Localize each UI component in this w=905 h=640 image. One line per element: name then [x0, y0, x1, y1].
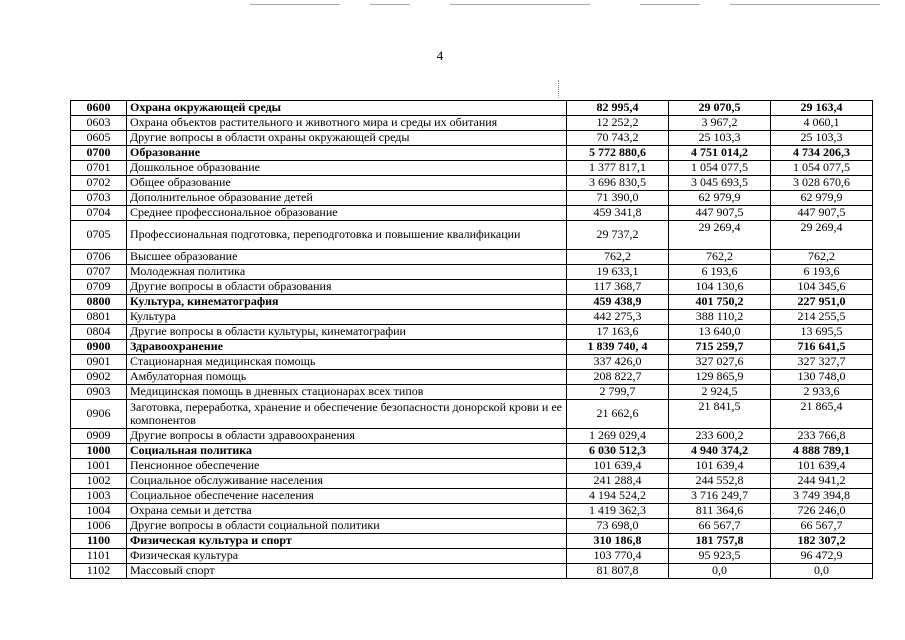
table-row — [71, 191, 873, 206]
table-row — [71, 534, 873, 549]
row-value-1: 6 030 512,3 — [567, 444, 669, 459]
row-value-1: 208 822,7 — [567, 370, 669, 385]
row-name: Высшее образование — [127, 250, 567, 265]
row-value-2: 244 552,8 — [669, 474, 771, 489]
row-value-2: 2 924,5 — [669, 385, 771, 400]
table-row — [71, 459, 873, 474]
table-row — [71, 519, 873, 534]
row-value-1: 1 269 029,4 — [567, 429, 669, 444]
row-name: Стационарная медицинская помощь — [127, 355, 567, 370]
row-value-1: 29 737,2 — [567, 221, 669, 250]
table-row — [71, 355, 873, 370]
row-value-2: 233 600,2 — [669, 429, 771, 444]
row-name: Дошкольное образование — [127, 161, 567, 176]
row-code: 0704 — [71, 206, 127, 221]
row-name: Пенсионное обеспечение — [127, 459, 567, 474]
row-value-3: 214 255,5 — [771, 310, 873, 325]
row-value-3: 327 327,7 — [771, 355, 873, 370]
row-name: Другие вопросы в области здравоохранения — [127, 429, 567, 444]
row-value-3: 762,2 — [771, 250, 873, 265]
row-name: Культура — [127, 310, 567, 325]
row-code: 0701 — [71, 161, 127, 176]
row-code: 0906 — [71, 400, 127, 429]
table-row — [71, 564, 873, 579]
table-row — [71, 474, 873, 489]
row-name: Другие вопросы в области охраны окружающей среды — [127, 131, 567, 146]
row-value-1: 82 995,4 — [567, 101, 669, 116]
row-value-1: 21 662,6 — [567, 400, 669, 429]
row-value-1: 442 275,3 — [567, 310, 669, 325]
row-value-2: 401 750,2 — [669, 295, 771, 310]
row-code: 1001 — [71, 459, 127, 474]
table-row — [71, 161, 873, 176]
row-code: 1100 — [71, 534, 127, 549]
table-row — [71, 101, 873, 116]
row-value-1: 70 743,2 — [567, 131, 669, 146]
row-value-1: 17 163,6 — [567, 325, 669, 340]
table-row — [71, 280, 873, 295]
table-row — [71, 310, 873, 325]
row-name: Амбулаторная помощь — [127, 370, 567, 385]
row-value-3: 726 246,0 — [771, 504, 873, 519]
row-value-1: 1 377 817,1 — [567, 161, 669, 176]
table-row — [71, 131, 873, 146]
row-value-2: 181 757,8 — [669, 534, 771, 549]
row-name: Массовый спорт — [127, 564, 567, 579]
row-value-3: 227 951,0 — [771, 295, 873, 310]
row-code: 1002 — [71, 474, 127, 489]
row-value-1: 241 288,4 — [567, 474, 669, 489]
row-value-3: 716 641,5 — [771, 340, 873, 355]
row-value-3: 62 979,9 — [771, 191, 873, 206]
row-value-3: 1 054 077,5 — [771, 161, 873, 176]
row-code: 0903 — [71, 385, 127, 400]
row-value-2: 4 940 374,2 — [669, 444, 771, 459]
row-name: Физическая культура и спорт — [127, 534, 567, 549]
row-value-1: 3 696 830,5 — [567, 176, 669, 191]
row-value-2: 447 907,5 — [669, 206, 771, 221]
table-row — [71, 116, 873, 131]
row-value-3: 4 734 206,3 — [771, 146, 873, 161]
row-name: Охрана окружающей среды — [127, 101, 567, 116]
row-name: Среднее профессиональное образование — [127, 206, 567, 221]
row-value-3: 4 060,1 — [771, 116, 873, 131]
row-value-2: 762,2 — [669, 250, 771, 265]
table-row — [71, 340, 873, 355]
row-value-1: 117 368,7 — [567, 280, 669, 295]
row-value-2: 129 865,9 — [669, 370, 771, 385]
row-value-3: 130 748,0 — [771, 370, 873, 385]
row-value-2: 95 923,5 — [669, 549, 771, 564]
row-value-3: 233 766,8 — [771, 429, 873, 444]
row-value-2: 101 639,4 — [669, 459, 771, 474]
row-value-3: 182 307,2 — [771, 534, 873, 549]
row-value-3: 244 941,2 — [771, 474, 873, 489]
row-value-3: 29 269,4 — [771, 221, 873, 250]
table-row — [71, 385, 873, 400]
row-value-2: 66 567,7 — [669, 519, 771, 534]
page-number: 4 — [436, 48, 444, 63]
row-value-1: 81 807,8 — [567, 564, 669, 579]
row-value-3: 29 163,4 — [771, 101, 873, 116]
row-value-3: 6 193,6 — [771, 265, 873, 280]
row-value-1: 71 390,0 — [567, 191, 669, 206]
row-code: 0605 — [71, 131, 127, 146]
row-name: Образование — [127, 146, 567, 161]
row-name: Дополнительное образование детей — [127, 191, 567, 206]
row-value-3: 447 907,5 — [771, 206, 873, 221]
row-code: 0902 — [71, 370, 127, 385]
row-value-2: 327 027,6 — [669, 355, 771, 370]
table-row — [71, 489, 873, 504]
row-value-1: 459 341,8 — [567, 206, 669, 221]
row-value-2: 715 259,7 — [669, 340, 771, 355]
row-name: Охрана семьи и детства — [127, 504, 567, 519]
table-row — [71, 206, 873, 221]
row-value-3: 3 028 670,6 — [771, 176, 873, 191]
row-code: 1101 — [71, 549, 127, 564]
row-value-1: 73 698,0 — [567, 519, 669, 534]
row-name: Физическая культура — [127, 549, 567, 564]
table-row — [71, 370, 873, 385]
row-name: Культура, кинематография — [127, 295, 567, 310]
row-value-3: 2 933,6 — [771, 385, 873, 400]
row-code: 0909 — [71, 429, 127, 444]
row-value-2: 4 751 014,2 — [669, 146, 771, 161]
row-name: Социальное обслуживание населения — [127, 474, 567, 489]
row-value-2: 388 110,2 — [669, 310, 771, 325]
row-name: Медицинская помощь в дневных стационарах всех типов — [127, 385, 567, 400]
row-value-1: 12 252,2 — [567, 116, 669, 131]
row-value-3: 66 567,7 — [771, 519, 873, 534]
row-code: 0800 — [71, 295, 127, 310]
row-name: Социальная политика — [127, 444, 567, 459]
row-name: Заготовка, переработка, хранение и обеспечение безопасности донорской крови и ее компонентов — [127, 400, 567, 429]
row-code: 1102 — [71, 564, 127, 579]
row-value-1: 19 633,1 — [567, 265, 669, 280]
table-row — [71, 549, 873, 564]
table-row — [71, 265, 873, 280]
row-code: 1003 — [71, 489, 127, 504]
table-row — [71, 250, 873, 265]
row-value-1: 103 770,4 — [567, 549, 669, 564]
row-value-3: 0,0 — [771, 564, 873, 579]
row-code: 0700 — [71, 146, 127, 161]
table-row — [71, 504, 873, 519]
row-code: 0705 — [71, 221, 127, 250]
table-row — [71, 176, 873, 191]
row-value-2: 29 070,5 — [669, 101, 771, 116]
row-value-2: 0,0 — [669, 564, 771, 579]
row-value-1: 1 839 740, 4 — [567, 340, 669, 355]
row-code: 0706 — [71, 250, 127, 265]
table-row — [71, 295, 873, 310]
scan-artifact — [558, 80, 560, 98]
row-value-1: 4 194 524,2 — [567, 489, 669, 504]
row-code: 0901 — [71, 355, 127, 370]
row-code: 0603 — [71, 116, 127, 131]
row-value-2: 29 269,4 — [669, 221, 771, 250]
table-row — [71, 146, 873, 161]
row-code: 0801 — [71, 310, 127, 325]
row-value-1: 2 799,7 — [567, 385, 669, 400]
row-name: Другие вопросы в области социальной политики — [127, 519, 567, 534]
row-value-3: 25 103,3 — [771, 131, 873, 146]
row-value-2: 62 979,9 — [669, 191, 771, 206]
row-name: Другие вопросы в области образования — [127, 280, 567, 295]
scan-top-marks — [250, 4, 900, 6]
row-code: 0804 — [71, 325, 127, 340]
row-value-3: 96 472,9 — [771, 549, 873, 564]
row-value-1: 762,2 — [567, 250, 669, 265]
row-value-3: 4 888 789,1 — [771, 444, 873, 459]
row-name: Профессиональная подготовка, переподготовка и повышение квалификации — [127, 221, 567, 250]
table-row — [71, 400, 873, 429]
row-value-1: 101 639,4 — [567, 459, 669, 474]
row-value-3: 21 865,4 — [771, 400, 873, 429]
row-value-2: 1 054 077,5 — [669, 161, 771, 176]
row-value-3: 104 345,6 — [771, 280, 873, 295]
row-code: 0600 — [71, 101, 127, 116]
row-value-1: 1 419 362,3 — [567, 504, 669, 519]
row-value-2: 6 193,6 — [669, 265, 771, 280]
row-code: 1004 — [71, 504, 127, 519]
table-row — [71, 444, 873, 459]
row-code: 1006 — [71, 519, 127, 534]
budget-table — [70, 100, 873, 579]
row-value-2: 13 640,0 — [669, 325, 771, 340]
budget-table-body — [71, 101, 873, 579]
row-value-1: 5 772 880,6 — [567, 146, 669, 161]
row-code: 1000 — [71, 444, 127, 459]
row-value-2: 3 045 693,5 — [669, 176, 771, 191]
row-name: Другие вопросы в области культуры, кинематографии — [127, 325, 567, 340]
row-value-2: 25 103,3 — [669, 131, 771, 146]
row-value-1: 337 426,0 — [567, 355, 669, 370]
row-code: 0707 — [71, 265, 127, 280]
row-name: Здравоохранение — [127, 340, 567, 355]
row-value-2: 3 716 249,7 — [669, 489, 771, 504]
row-value-3: 13 695,5 — [771, 325, 873, 340]
row-value-3: 3 749 394,8 — [771, 489, 873, 504]
row-value-2: 104 130,6 — [669, 280, 771, 295]
row-value-2: 3 967,2 — [669, 116, 771, 131]
row-value-1: 310 186,8 — [567, 534, 669, 549]
row-code: 0703 — [71, 191, 127, 206]
row-value-2: 21 841,5 — [669, 400, 771, 429]
row-name: Общее образование — [127, 176, 567, 191]
row-code: 0709 — [71, 280, 127, 295]
row-value-3: 101 639,4 — [771, 459, 873, 474]
row-name: Охрана объектов растительного и животного мира и среды их обитания — [127, 116, 567, 131]
row-value-1: 459 438,9 — [567, 295, 669, 310]
table-row — [71, 221, 873, 250]
row-name: Молодежная политика — [127, 265, 567, 280]
row-name: Социальное обеспечение населения — [127, 489, 567, 504]
row-code: 0702 — [71, 176, 127, 191]
row-code: 0900 — [71, 340, 127, 355]
table-row — [71, 325, 873, 340]
row-value-2: 811 364,6 — [669, 504, 771, 519]
table-row — [71, 429, 873, 444]
